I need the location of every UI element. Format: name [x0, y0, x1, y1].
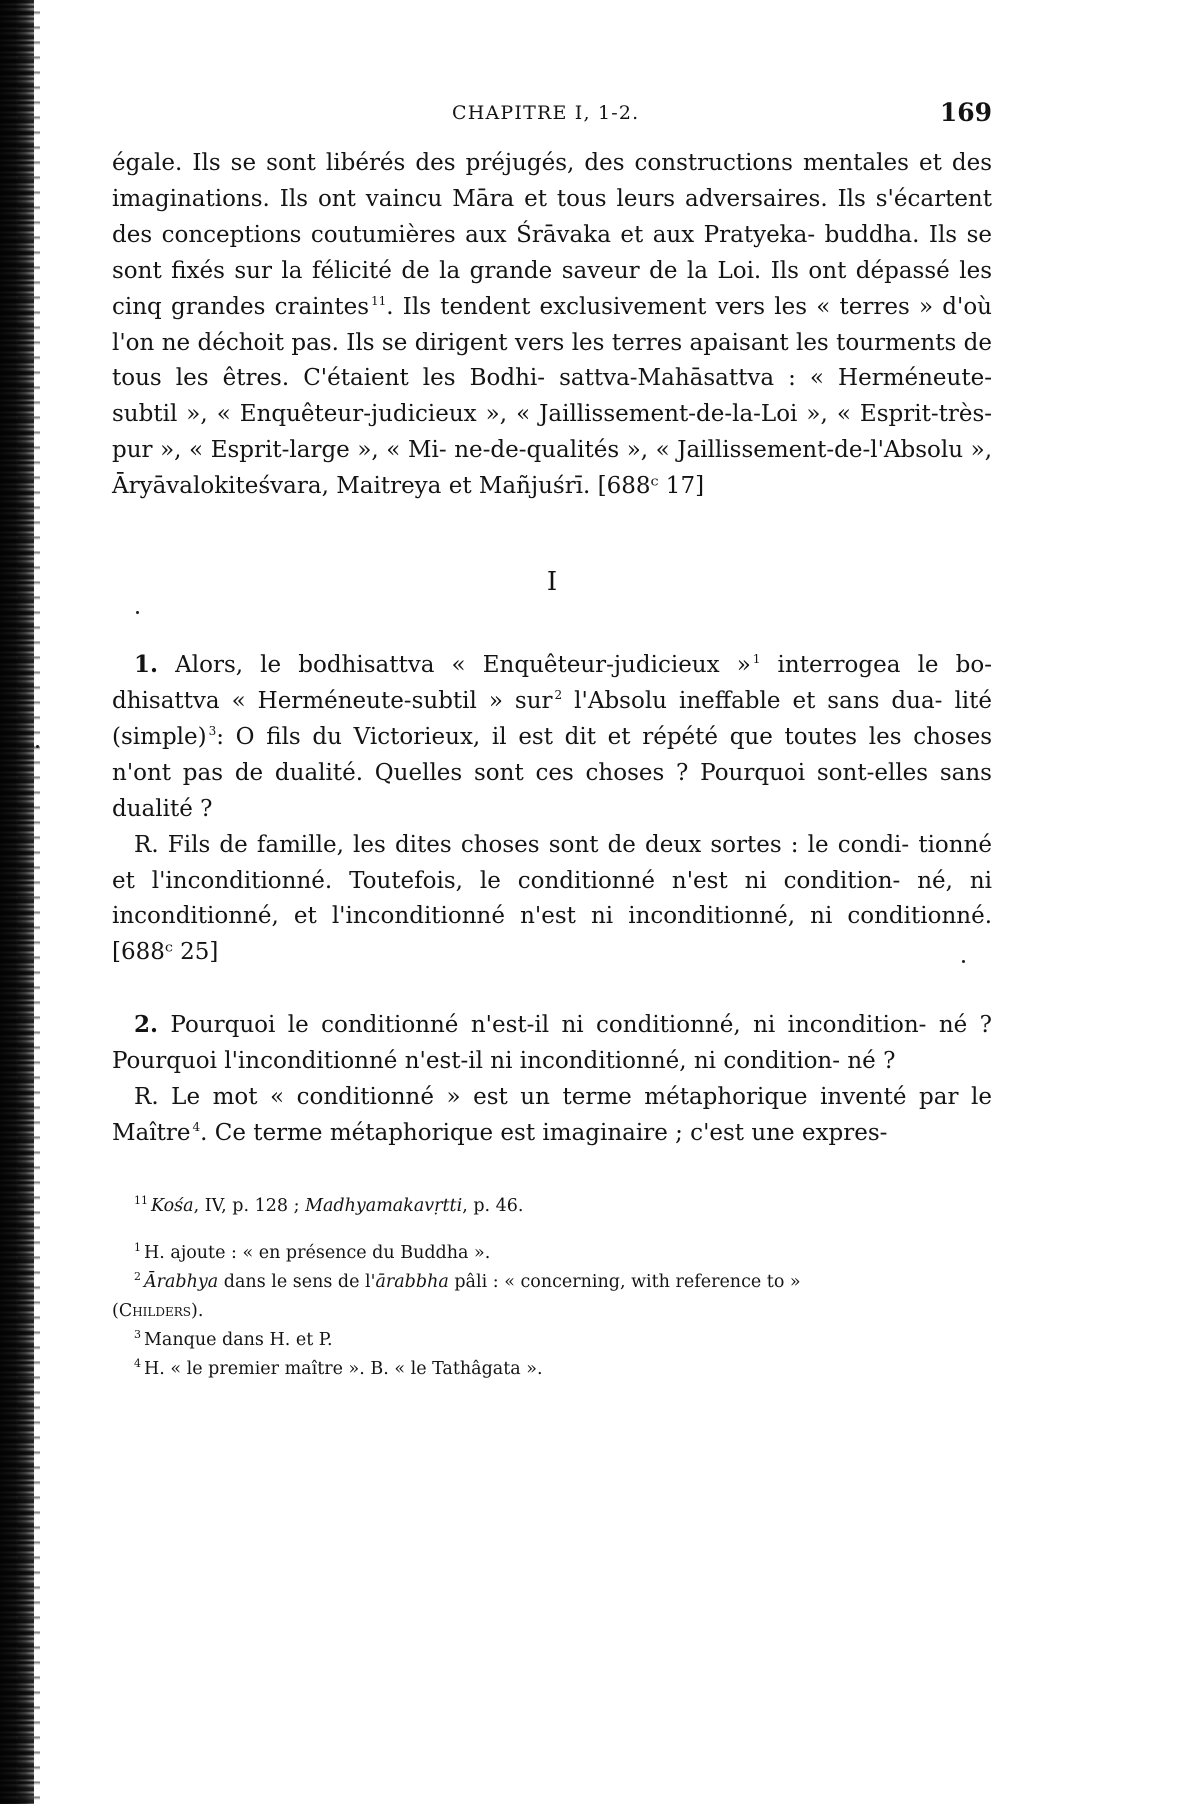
text-line: Ils ont dépassé les cinq grandes craintes: [112, 257, 992, 320]
text-line: . Ce terme métaphorique est imaginaire ; c'est une expres-: [200, 1119, 888, 1146]
footnote-1: [112, 1239, 992, 1268]
footnote-term: Ārabhya: [144, 1271, 219, 1292]
paragraph-1-answer: [112, 828, 992, 972]
paragraph-number: 2.: [134, 1011, 159, 1039]
text-line: ne-de-qualités », « Jaillissement-de-l'Absolu », Āryāvalokiteśvara,: [112, 437, 993, 500]
footnote-source: Kośa: [151, 1195, 194, 1216]
text-line: terres apaisant les tourments de tous les êtres. C'étaient les Bodhi-: [112, 329, 993, 392]
running-title: CHAPITRE I, 1-2.: [452, 102, 640, 124]
text-line: né, ni inconditionné, et l'inconditionné n'est ni inconditionné,: [112, 867, 992, 930]
paragraph-2: [112, 1007, 992, 1080]
footnote-text: H. ajoute : « en présence du Buddha ».: [144, 1242, 491, 1263]
text-line: sont-elles sans dualité ?: [112, 759, 992, 822]
text-line: . Ils tendent exclusivement: [386, 293, 707, 320]
text-line: R. Le mot « conditionné » est un terme métaphorique inventé par: [134, 1084, 959, 1111]
footnote-text: dans le sens de l': [218, 1271, 376, 1292]
text-line: s'écartent des conceptions coutumières aux Śrāvaka et aux Pratyeka-: [112, 185, 992, 248]
text-line: égale. Ils se sont libérés des préjugés, des constructions mentales et: [112, 150, 942, 176]
main-text: [112, 146, 992, 1152]
text-line: les choses n'ont pas de dualité. Quelles sont ces choses ? Pourquoi: [112, 723, 992, 786]
book-page: [112, 98, 992, 1384]
text-line: Pourquoi le conditionné n'est-il ni conditionné, ni incondition-: [170, 1012, 927, 1039]
footnote-text: , p. 46.: [462, 1195, 524, 1216]
paragraph-number: 1.: [134, 651, 159, 679]
paragraph-2-answer: [112, 1080, 992, 1152]
footnote-3: [112, 1326, 992, 1355]
footnote-text: , IV, p. 128 ;: [193, 1195, 306, 1216]
footnote-ref: 2: [554, 687, 563, 702]
footnote-mark: 1: [134, 1240, 141, 1254]
text-line: ni conditionné. [688ᶜ 25]: [112, 903, 993, 966]
scan-speck: [36, 745, 39, 748]
footnote-text: (Childers).: [112, 1300, 204, 1321]
footnote-term: ārabbha: [375, 1271, 449, 1292]
paragraph-1: [112, 647, 992, 828]
footnote-mark: 3: [134, 1327, 141, 1341]
text-line: l'Absolu ineffable et sans dua-: [562, 687, 943, 714]
text-line: des imaginations. Ils ont vaincu Māra et tous leurs adversaires. Ils: [112, 150, 993, 212]
footnote-ref: 11: [371, 293, 387, 308]
footnote-ref: 3: [208, 723, 217, 738]
footnote-gap: [112, 1152, 992, 1192]
text-line: né ?: [847, 1048, 896, 1075]
footnote-ref: 4: [192, 1119, 201, 1134]
text-line: : O fils du Victorieux, il est dit et répété que toutes: [216, 723, 858, 750]
text-line: buddha. Ils se sont fixés sur la félicité de la grande saveur de la Loi.: [112, 221, 992, 284]
footnote-mark: 2: [134, 1269, 141, 1283]
footnote-mark: 11: [134, 1193, 148, 1207]
section-heading: I: [546, 567, 558, 598]
text-line: Alors, le bodhisattva « Enquêteur-judicieux »: [175, 652, 751, 679]
footnotes: [112, 1192, 992, 1384]
text-line: R. Fils de famille, les dites choses sont de deux sortes : le condi-: [134, 831, 910, 858]
footnote-text: H. « le premier maître ». B. « le Tathâgata ».: [144, 1358, 543, 1379]
text-line: Maitreya et Mañjuśrī. [688ᶜ 17]: [336, 473, 705, 500]
text-line: tionné et l'inconditionné. Toutefois, le conditionné n'est ni condition-: [112, 831, 993, 894]
text-line: né ? Pourquoi l'inconditionné n'est-il ni inconditionné, ni condition-: [112, 1012, 993, 1075]
footnote-2-continued: [112, 1297, 992, 1326]
text-line: vers les « terres » d'où l'on ne déchoit pas. Ils se dirigent vers les: [112, 293, 992, 356]
text-line: lité (simple): [112, 687, 993, 750]
text-line: le Maître: [112, 1084, 992, 1146]
scan-binding-specks: [18, 0, 40, 1804]
intro-paragraph: [112, 146, 992, 505]
text-line: sattva-Mahāsattva : « Herméneute-subtil », « Enquêteur-judicieux »,: [112, 365, 992, 428]
footnote-text: pâli : « concerning, with reference to »: [448, 1271, 801, 1292]
footnote-source: Madhyamakavṛtti: [305, 1195, 463, 1216]
footnote-11: [112, 1192, 992, 1221]
text-line: « Jaillissement-de-la-Loi », « Esprit-très-pur », « Esprit-large », « Mi-: [112, 401, 993, 464]
footnote-4: [112, 1355, 992, 1384]
paragraph-gap: [112, 971, 992, 1007]
running-head: [112, 98, 992, 138]
page-number: 169: [939, 98, 992, 127]
text-line: interrogea le bo-: [760, 652, 992, 679]
text-line: dhisattva « Herméneute-subtil » sur: [112, 687, 553, 714]
footnote-text: Manque dans H. et P.: [144, 1329, 333, 1350]
footnote-ref: 1: [752, 652, 761, 667]
footnote-2: [112, 1268, 992, 1297]
footnote-mark: 4: [134, 1356, 141, 1370]
